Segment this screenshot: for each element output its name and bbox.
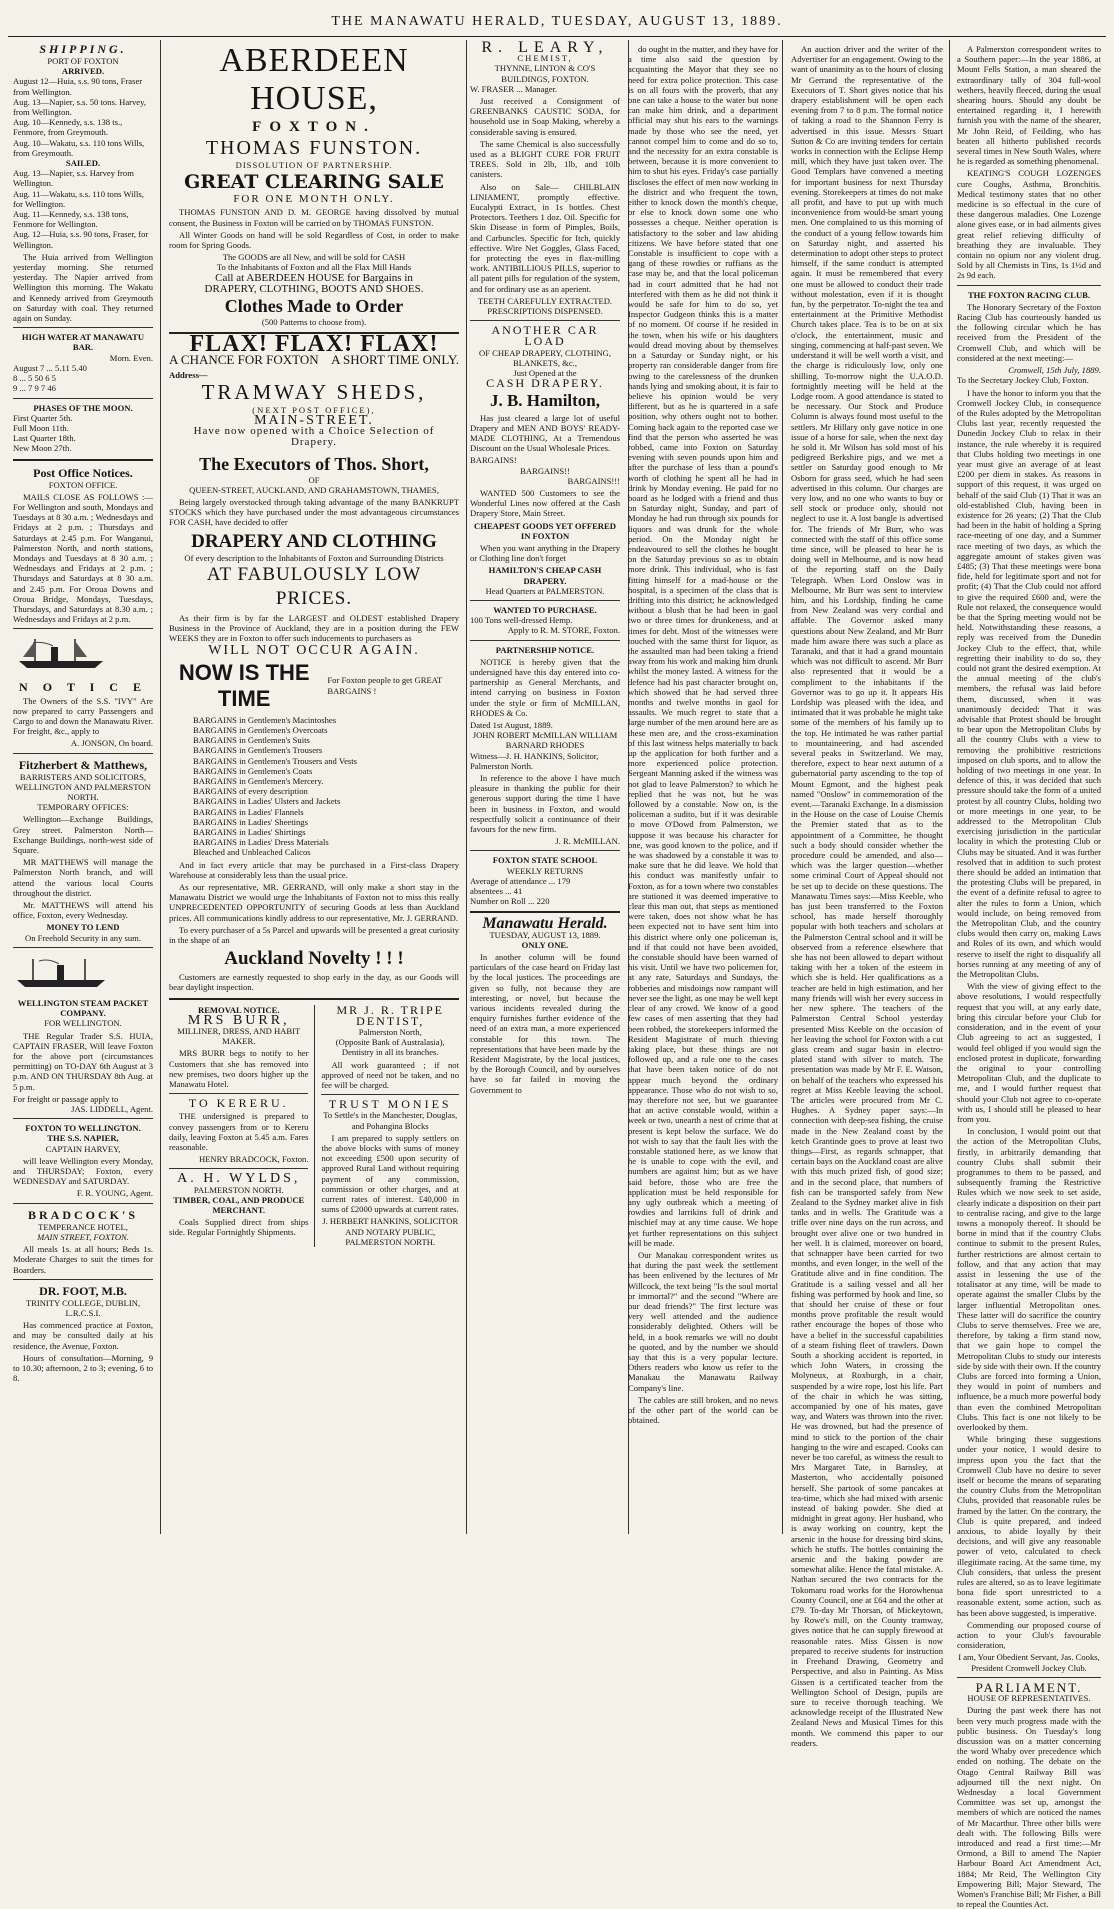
school-row: absentees ... 41 bbox=[470, 886, 523, 897]
trust-text: To Settle's in the Manchester, Douglas, and Pohangina Blocks bbox=[323, 1110, 458, 1131]
burr-heading: MRS BURR, bbox=[187, 1012, 290, 1028]
main-street: MAIN-STREET. bbox=[254, 413, 374, 429]
prices-heading: AT FABULOUSLY LOW PRICES. bbox=[206, 563, 422, 609]
burr-sub: MILLINER, DRESS, AND HABIT MAKER. bbox=[177, 1025, 301, 1047]
novelty-heading: Auckland Novelty ! ! ! bbox=[224, 948, 404, 970]
executors-location: QUEEN-STREET, AUCKLAND, AND GRAHAMSTOWN, THAMES, bbox=[189, 484, 439, 495]
highwater-0: August 7 ... 5.11 5.40 bbox=[13, 362, 87, 373]
racing-to: To the Secretary Jockey Club, Foxton. bbox=[957, 375, 1089, 386]
foot-hours: Hours of consultation—Morning, 9 to 10.30; afternoon, 2 to 3; evening, 6 to 8. bbox=[13, 1352, 153, 1384]
never-again: WILL NOT OCCUR AGAIN. bbox=[208, 643, 420, 659]
wylds-sub: PALMERSTON NORTH. bbox=[193, 1184, 284, 1195]
of-label: OF bbox=[308, 474, 320, 485]
column-shipping bbox=[8, 42, 158, 1532]
prices-p: As their firm is by far the LARGEST and OLDEST established Drapery Business in the Province of Auckland, they are in a position during the FEW WEEKS they are in Foxton to offer such inducements to purchasers as bbox=[169, 612, 459, 644]
wylds-heading: A. H. WYLDS, bbox=[177, 1171, 301, 1187]
shearing-note: A Palmerston correspondent writes to a Southern paper:—In the year 1886, at Mount Fells Station, a man sheared the extraordinary tally of 304 full-wool wethers, heavily fleeced, during the usual shearing hours. Should any doubt be entertained regarding it, I herewith furnish you with the name of the shearer, Mr John Reid, of Feilding, who has beaten all hitherto published records several times in New South Wales, where he is regarded as something phenomenal. bbox=[957, 44, 1101, 167]
fm-temp: TEMPORARY OFFICES: bbox=[37, 802, 129, 813]
moon-0: First Quarter 5th. bbox=[13, 412, 73, 423]
bargains-line-2: BARGAINS!!! bbox=[567, 475, 620, 486]
bargain-line: BARGAINS in Gentlemen's Overcoats bbox=[193, 724, 328, 735]
purchaser-p: To every purchaser of a 5s Parcel and upwards will be presented a great curiosity in the shape of an bbox=[169, 924, 459, 945]
notice-text: The Owners of the S.S. "IVY" Are now prepared to carry Passengers and Cargo to and down the Manawatu River. For freight, &c., apply to bbox=[13, 695, 153, 737]
bargain-line: BARGAINS in Ladies' Sheetings bbox=[193, 816, 308, 827]
column-3b bbox=[628, 42, 778, 1427]
foot-heading: DR. FOOT, M.B. bbox=[39, 1283, 127, 1298]
school-row: Number on Roll ... 220 bbox=[470, 896, 550, 907]
column-editorial bbox=[470, 39, 780, 1532]
bargain-line: BARGAINS in Ladies' Dress Materials bbox=[193, 837, 329, 848]
sailed-1: Aug. 11—Wakatu, s.s. 110 tons Wills, for Wellington. bbox=[13, 188, 144, 209]
wanted-p: WANTED 500 Customers to see the Wonderful Lines now offered at the Cash Drapery Store, Main Street. bbox=[470, 487, 620, 519]
post-sub: FOXTON OFFICE. bbox=[48, 479, 118, 490]
racing-p5: While bringing these suggestions under your notice, I would desire to impress upon you the fact that the Cromwell Club have no desire to sever itself or become the means of separating the country Clubs from the Metropolitan Clubs, provided that reasonable rules be framed by the latter. On the contrary, the Club is quite prepared, and indeed anxious, to abide loyally by their decisions, and will give any reasonable power of veto, calculated to check illegitimate racing. At the same time, my Club considers, that unless the present rules are altered, so as to leave legitimate bona fide sport unrestricted to a reasonable extent, some action, such as has been above suggested, is imperative. bbox=[957, 1434, 1101, 1618]
racing-signature: I am, Your Obedient Servant, Jas. Cooks, President Cromwell Jockey Club. bbox=[958, 1652, 1100, 1673]
short-time-text: A SHORT TIME ONLY. bbox=[331, 352, 459, 368]
trust-p: I am prepared to supply settlers on the above blocks with sums of money not exceeding £500 upon security of approved Rural Land without requiring payment of any commission, commission or other charges, and at current rates of interest. £40,000 in sums of £2000 upwards at current rates. bbox=[321, 1132, 459, 1215]
ftw-signature: F. R. YOUNG, Agent. bbox=[76, 1188, 153, 1199]
removal-heading: REMOVAL NOTICE. bbox=[197, 1004, 280, 1015]
bargain-line: BARGAINS in Gentlemen's Macintoshes bbox=[193, 714, 337, 725]
tripe-opposite: (Opposite Bank of Australasia), bbox=[335, 1037, 445, 1048]
gerrand-p: As our representative, MR. GERRAND, will only make a short stay in the Manawatu District we would urge the Inhabitants of Foxton not to miss this really UNPRECEDENTED OPPORTUNITY of securing Goods at less than Auckland prices. All communications kindly address to our representative, Mr. J. GERRAND. bbox=[169, 881, 459, 923]
steamship-icon bbox=[13, 956, 109, 990]
arrived-3: Aug. 10—Wakatu, s.s. 110 tons Wills, from Greymouth. bbox=[13, 137, 145, 158]
masthead-rule bbox=[8, 36, 1106, 37]
leary-p2: The same Chemical is also successfully used as a BLIGHT CURE FOR FRUIT TREES. Sold in 2lb, 1lb, and 10lb canisters. bbox=[470, 138, 620, 180]
column-divider bbox=[949, 40, 950, 1534]
fm-heading: Fitzherbert & Matthews, bbox=[18, 757, 148, 772]
highwater-heading: HIGH WATER AT MANAWATU BAR. bbox=[21, 332, 145, 353]
wsp-apply: For freight or passage apply to bbox=[13, 1093, 119, 1104]
bargain-line: BARGAINS in Gentlemen's Mercery. bbox=[193, 775, 324, 786]
post-heading: Post Office Notices. bbox=[33, 465, 133, 480]
post-text: MAILS CLOSE AS FOLLOWS :— For Wellington and south, Mondays and Tuesdays at 8 30 a.m. ; Wednesdays and Fridays at 2 p.m. ; Thursdays and Saturdays at 2.45 p.m. For Wanganui, Palmerston North, and north stations, Mondays and Tuesdays at 8 30 a.m. ; Wednesdays and Fridays at 2 p.m. ; Thursdays and Saturdays at 8 30 a.m. and 2.45 p.m. For Oroua Downs and Oroua Bridge, Mondays, Tuesdays, Thursdays, and Saturdays at 8.30 a.m. ; Wednesdays and Fridays at 2 p.m. bbox=[13, 491, 153, 625]
school-heading: FOXTON STATE SCHOOL bbox=[492, 855, 598, 866]
partnership-sig2: J. R. McMILLAN. bbox=[555, 836, 620, 847]
leary-p4: TEETH CAREFULLY EXTRACTED. PRESCRIPTIONS DISPENSED. bbox=[477, 295, 613, 317]
moon-1: Full Moon 11th. bbox=[13, 422, 69, 433]
tripe-text-1: Dentistry in all its branches. bbox=[341, 1047, 439, 1058]
wylds-text: Coals Supplied direct from ships side. Regular Fortnightly Shipments. bbox=[169, 1217, 309, 1238]
cheap-drapery: OF CHEAP DRAPERY, CLOTHING, BLANKETS, &c., bbox=[478, 347, 612, 368]
bargain-line: BARGAINS in Gentlemen's Coats bbox=[193, 765, 313, 776]
chance-text: A CHANCE FOR FOXTON bbox=[169, 352, 319, 368]
fm-sub: BARRISTERS AND SOLICITORS, bbox=[19, 771, 147, 782]
racing-p1: The Honorary Secretary of the Foxton Racing Club has courteously handed us the following circular which he has received from the President of the Cromwell Club, and which will be considered at the next meeting:— bbox=[957, 301, 1101, 363]
aberdeen-sale: GREAT CLEARING SALE bbox=[184, 171, 444, 194]
burr-text: MRS BURR begs to notify to her Customers that she has removed into new premises, two doors higher up the Manawatu Hotel. bbox=[169, 1048, 309, 1089]
bargain-line: BARGAINS in Ladies' Ulsters and Jackets bbox=[193, 796, 341, 807]
now-time-side: For Foxton people to get GREAT BARGAINS ! bbox=[327, 675, 443, 696]
aberdeen-patterns: (500 Patterns to choose from). bbox=[261, 317, 367, 328]
bargains-line-1: BARGAINS!! bbox=[520, 465, 570, 476]
wanted-purchase: WANTED TO PURCHASE. bbox=[493, 604, 597, 615]
shipping-title: SHIPPING. bbox=[39, 42, 127, 56]
aberdeen-clothes: Clothes Made to Order bbox=[224, 296, 404, 317]
column-3a bbox=[470, 39, 620, 1097]
steamship-icon bbox=[13, 637, 109, 671]
leary-manager: W. FRASER ... Manager. bbox=[470, 83, 558, 94]
column-divider bbox=[160, 40, 161, 1534]
foot-sub: TRINITY COLLEGE, DUBLIN, L.R.C.S.I. bbox=[25, 1297, 141, 1318]
head-quarters: Head Quarters at PALMERSTON. bbox=[485, 585, 605, 596]
aberdeen-dissolution: DISSOLUTION OF PARTNERSHIP. bbox=[235, 160, 393, 170]
daylight-p: Customers are earnestly requested to shop early in the day, as our Goods will bear daylight inspection. bbox=[169, 972, 459, 993]
kereru-text: THE undersigned is prepared to convey passengers from or to Kereru daily, leaving Foxton at 5.45 a.m. Fares reasonable. bbox=[169, 1111, 309, 1152]
masthead: THE MANAWATU HERALD, TUESDAY, AUGUST 13, 1889. bbox=[331, 14, 783, 29]
wylds-tag: TIMBER, COAL, AND PRODUCE MERCHANT. bbox=[173, 1194, 305, 1216]
tramway-heading: TRAMWAY SHEDS, bbox=[201, 379, 427, 404]
leary-location: THYNNE, LINTON & CO'S BUILDINGS, FOXTON. bbox=[494, 63, 596, 84]
highwater-1: 8 ... 5 50 6 5 bbox=[13, 373, 56, 384]
leary-sub: CHEMIST, bbox=[517, 53, 573, 64]
racing-date: Cromwell, 15th July, 1889. bbox=[1008, 365, 1101, 376]
bargain-line: BARGAINS in Ladies' Flannels bbox=[193, 806, 304, 817]
bargain-line: BARGAINS in Gentlemen's Trousers and Vests bbox=[193, 755, 357, 766]
racing-p3: With the view of giving effect to the above resolutions, I would respectfully request that you will, at any early date, bring this circular before your Club for consideration, and in the event of your Club agreeing to act as suggested, I would feel obliged if you would sign the enclosed protest in duplicate, forwarding the original to your controlling Metropolitan Club, and the duplicate to me, and I would further request that should your Club not agree to co-operate with us, I should still be pleased to hear from you. bbox=[957, 981, 1101, 1124]
aberdeen-p4: To the Inhabitants of Foxton and all the Flax Mill Hands bbox=[216, 262, 412, 273]
column-divider bbox=[782, 40, 783, 1534]
moon-2: Last Quarter 18th. bbox=[13, 433, 76, 444]
flax-heading: FLAX! FLAX! FLAX! bbox=[189, 331, 439, 358]
sailed-3: Aug. 12—Huia, s.s. 90 tons, Fraser, for Wellington. bbox=[13, 229, 149, 250]
school-row: Average of attendance ... 179 bbox=[470, 875, 571, 886]
aberdeen-month: FOR ONE MONTH ONLY. bbox=[233, 193, 395, 206]
moon-3: New Moon 27th. bbox=[13, 443, 72, 454]
bargain-line: BARGAINS in Gentlemen's Suits bbox=[193, 735, 310, 746]
herald-nameplate: Manawatu Herald. bbox=[482, 915, 608, 933]
leary-p1: Just received a Consignment of GREENBANKS CAUSTIC SODA, for household use in Soap Making, whereby a considerable saving is ensured. bbox=[470, 96, 620, 137]
manakau-note: Our Manakau correspondent writes us that during the past week the settlement has been enlivened by the lectures of Mr Willcock, the text being "Is the soul mortal or immortal?" and the second "Where are our dead friends?" The first lecture was very well attended and the audience considerably delighted. Others will be held, in a book remarks we will no doubt be quoted, and by the number we should say that this is a very popular lecture. Others readers who know us refer to the Manakau the Manawatu Railway Company's line. bbox=[628, 1249, 778, 1393]
racing-p6: Commending our proposed course of action to your Club's favourable consideration, bbox=[957, 1619, 1101, 1651]
editorial-heading: ONLY ONE. bbox=[521, 939, 569, 950]
racing-p2: I have the honor to inform you that the Cromwell Jockey Club, in consequence of the Rules adopted by the Metropolitan Clubs last year, recently requested the Dunedin Jockey Club to relax in their instance, the rule whereby it is required that Clubs holding two meetings in one year must give an average of at least £200 per diem in stakes. As reasons in support of this request, it was urged on behalf of the said Club (1) That it was an old-established Club, having been in existence for 26 years; (2) That the Club had been in the habit of holding a Spring race-meeting of one day, and a Summer race meeting of two days, as which the aggregate amount of stakes given was £485; (3) That these meetings were bona fide, held for legitimate sport and not for profit; (4) That the Club could not afford to give the required £600 and, were the Rule not relaxed, the consequence would be that the Spring meeting would not be held. Notwithstanding these reasons, a reply was received from the Dunedin Jockey Club to the effect, that, while regretting their inability to do so, they could not grant the desired exemption. At the annual meeting of the club's members, the refusal was laid before them, discussed, when it was unanimously decided: That it was advisable that Protest should be brought to bear upon the Metropolitan Clubs by all the country Clubs with a view to removing the prohibitive restrictions imposed on club sports, and to allow the holding of two meetings in one year. In defence of this, it was decided that such pressure should take the form of a united protest by all country Clubs, holding two or more meetings in one year, to be addressed to the Metropolitan Club exercising jurisdiction in the particular locality in which the protesting Club or Clubs may be situated. And it was further resolved that in addition to such protest there should be added an intimation that the protesting Clubs will be prepared, in the event of a definite refusal to agree to alter the rules to form a Union, which would include, on being removed from the Metropolitan Club, and the country clubs would then carry on, making Laws and Rules of its own, and which would reserve to itself the right to disqualify all horses running at any meeting of any of the Metropolitan Clubs. bbox=[957, 387, 1101, 980]
ftw-ship: THE S.S. NAPIER, bbox=[47, 1133, 119, 1144]
apply-rm: Apply to R. M. STORE, Foxton. bbox=[507, 625, 620, 636]
money-heading: MONEY TO LEND bbox=[46, 922, 120, 933]
partnership-signatures: JOHN ROBERT McMILLAN WILLIAM BARNARD RHODES bbox=[472, 730, 618, 751]
brad-sub: TEMPERANCE HOTEL, bbox=[38, 1221, 128, 1232]
ftw-heading: FOXTON TO WELLINGTON. bbox=[25, 1123, 141, 1134]
cheapest-p: When you want anything in the Drapery or Clothing line don't forget bbox=[470, 542, 620, 564]
wsp-heading: WELLINGTON STEAM PACKET COMPANY. bbox=[17, 998, 149, 1019]
hamilton-p1: Has just cleared a large lot of useful Drapery and MEN AND BOYS' READY-MADE CLOTHING, At a Tremendous Discount on the Usual Wholesale Prices. bbox=[470, 412, 620, 454]
parliament-sub: HOUSE OF REPRESENTATIVES. bbox=[967, 1693, 1091, 1704]
arrived-0: August 12—Huia, s.s. 90 tons, Fraser from Wellington. bbox=[13, 76, 143, 97]
highwater-2: 9 ... 7 9 7 46 bbox=[13, 383, 56, 394]
partnership-heading: PARTNERSHIP NOTICE. bbox=[495, 644, 595, 655]
sailed-2: Aug. 11—Kennedy, s.s. 138 tons, Fenmore for Wellington. bbox=[13, 209, 129, 230]
now-time-heading: NOW IS THE TIME bbox=[178, 659, 310, 711]
brad-heading: BRADCOCK'S bbox=[27, 1207, 138, 1222]
ship-note: The Huia arrived from Wellington yesterday morning. She returned yesterday. The Napier arrived from Wellington this morning. The Wakatu and Kennedy arrived from Greymouth on Saturday with coal. They returned again on Sunday. bbox=[13, 251, 153, 324]
wsp-signature: JAS. LIDDELL, Agent. bbox=[71, 1104, 153, 1115]
editorial-body: do ought in the matter, and they have for a time also said the question by acquainting the Mayor that they see no need for extra police protection. This case is on all fours with the proverb, that any one can take a house to the water but none can make him drink, and a department official may shut his ears to the warnings made by those who see the need, yet cannot compel him to come and do so to, and the necessity for an extra constable is between, because it is more convenient to him to shut his eyes. Friday's case partially discloses the effect of men now working in the district and who frequent the town, either to knock down the month's cheque, or else to knock down some one who possesses a cheque. Neither operation is satisfactory to the sober and law abiding citizens. We have before stated that one Constable is insufficient to cope with a gang of these rowdies or ruffians as the case may be, and that the local policeman had in court admitted that he had not interfered with them as he did not think it would be safe for him to do so, yet Inspector Gudgeon thinks this is a matter of no moment. Of course if he resided in the town, when his wife or his daughters would dread moving about by themselves on a Saturday or Sunday night, or his property ran considerable danger from fire owing to the carelessness of the drunken hands lying and smoking about, it is fair to believe his opinion would be very different, but as he is quartered in a safe position, why others ought not to bother. Coming back again to the reported case we find that the person who asserted he was robbed, came into Foxton on Saturday evening with seven pounds upon him and after the purchase of less than a pound's worth of clothing he spent all he had in drink by Monday evening. He paid for no board as he lodged with a friend and thus on Saturday night, Sunday, and part of Monday he had run through six pounds for liquors and was drunk for the whole period. On the Monday night he endeavoured to sell the clothes he bought on the Saturday previous so as to obtain more drink. This individual, who is fast fitting himself for a mad-house or the hospital, is a specimen of the class that is drifting into this district; he acknowledged without a blush that he had been in gaol two or three times for drunkeness, and at times for debt. Most of the witnesses were touched with the same thirst for liquor, as the assaulted man had been taking a friend away from his work and making him drunk whilst the money lasted. A witness for the defence had his past character brought on, which showed that he had served three months and twelve months in gaol for assaults. We much regret to state that a large number of the men around here are as these men are, and the cross-examination of this last witness helps materially to back up the application for both further and a more experienced police protection. Sergeant Manning asked if the witness was not glad to leave Palmerston? to which he replied that he was not, but he was followed by a constable. Now on, is the policeman a sudito, but if it was desirable to move O'Dowd from Palmerston, we suppose it was because his character for one, was good known to the police, and if he was shadowed by a constable it was to make sure that he did leave. We hold that this conduct was manifestly unfair to Foxton, as for a town where two constables are stationed it was deemed imperative to clear this man out, that steps as mentioned were taken, does not show what he has been expected not to have sent him into this district where only one policeman is, and if that could not have been avoided, the constable should have been warned of his visit. Until we have two policemen for, at any rate, Saturdays and Sundays, the robberies and misdoings now rampant will never see the light, as one may be well kept clear of any crowd. We know of a good few cases of men asserting that they had been robbed, the storekeepers informed the Resident Magistrate of much thieving taking place, but these things are not followed up, and a rule one to the cases that have been taken notice of do not appear much beyond the ordinary appearance. Those who do not wish to so, may therefore not see, but we guarantee that an active constable would, within a week or two, unearth a nest of crime that at present is kept below the surface. We do not wish to say that the fault lies with the constable stationed here, as we know that he is unable to cope with the evil, and numbers are against him; but as we have said before, those who are free the application must be held responsible for any ugly outbreak which a meeting of rowdies and larrikins full of drink and mischief may at any time cause. We hope yet further representations on this subject will be made. bbox=[628, 44, 778, 1248]
bargain-line: BARGAINS of every description bbox=[193, 786, 308, 797]
leary-p3: Also on Sale— CHILBLAIN LINIAMENT, promptly effective. Eucalypti Extract, in 1s bottles. Chest Protectors. Teethers 1 doz. Oil. Specific for Skin Disease in form of Pimples, Boils, and Carbuncles. Specific for Itch, quickly effective. Wire Net Goggles, Glass Faced, for protecting the eyes in flax-milling work. ANTIBILLIOUS PILLS, superior to all patent pills for regulation of the system, and for ordinary use as an aperient. bbox=[470, 181, 620, 294]
moon-heading: PHASES OF THE MOON. bbox=[33, 402, 133, 413]
trust-heading: TRUST MONIES bbox=[328, 1097, 452, 1112]
racing-p4: In conclusion, I would point out that the action of the Metropolitan Clubs, firstly, in arbitrarily demanding that country Clubs shall submit their programmes to them to be passed, and subsequently framing the Restrictive Rules which we now seek to set aside, clearly indicate a disposition on their part to centralise racing, and give to the large towns a monopoly thereof. It should be borne in mind that if the country Clubs continue to submit to the present Rules, further restrictions are almost certain to follow, and that any action that may assist in lessening the use of the totalisator at any time, will be made to operate against the smaller Clubs by the larger influential Metropolitan ones. These latter will do sacrifice the country Clubs to serve themselves. Free we are, therefore, by taking a firm stand now, that we gain hope to compel the Metropolitan Clubs to study our interests side by side with their own. If the country Clubs are forced into forming a Union, they would in point of numbers and influence, be a much more powerful body than even the combined Metropolitan Clubs. This fact is one not likely to be overlooked by them. bbox=[957, 1126, 1101, 1433]
executors-heading: The Executors of Thos. Short, bbox=[199, 453, 429, 474]
cash-drapery: CASH DRAPERY. bbox=[486, 376, 604, 391]
address-label: Address— bbox=[169, 369, 208, 380]
hankins-sig: J. HERBERT HANKINS, SOLICITOR AND NOTARY PUBLIC, PALMERSTON NORTH. bbox=[322, 1216, 459, 1247]
aberdeen-p3: The GOODS are all New, and will be sold for CASH bbox=[222, 252, 406, 263]
partnership-p: NOTICE is hereby given that the undersigned have this day entered into co-partnership as General Merchants, and intend carrying on business in Foxton under the style or firm of McMILLAN, RHODES & Co. bbox=[470, 656, 620, 718]
keating-ad: KEATING'S COUGH LOZENGES cure Coughs, Asthma, Bronchitis. Medical testimony states that no other medicine is so effectual in the cure of these dangerous maladies. One Lozenge alone gives ease, or in bad ailments gives great relief relieving difficulty of breathing they are invaluable. They contain no opium nor any violent drug. Sold by all Chemists in Tins, 1s 1½d and 2s 9d each. bbox=[957, 168, 1101, 281]
kereru-heading: TO KERERU. bbox=[188, 1096, 289, 1111]
tripe-sub: DENTIST, bbox=[356, 1013, 425, 1028]
aberdeen-p1: THOMAS FUNSTON AND D. M. GEORGE having dissolved by mutual consent, the Business in Foxton will be carried on by THOMAS FUNSTON. bbox=[169, 207, 459, 228]
fm-note-2: Mr. MATTHEWS will attend his office, Foxton, every Wednesday. bbox=[13, 900, 153, 921]
bargain-line: BARGAINS in Ladies' Shirtings bbox=[193, 826, 306, 837]
editorial-p1: In another column will be found particulars of the case heard on Friday last by the local justices. The proceedings are given so fully, not because they are interesting, or novel, but because the various incidents revealed during the enquiry furnishes further evidence of the need of an extra man, a more experienced constable for this town. The representations that have been made by the Resident Magistrate, by the local justices, by the Borough Council, and by ourselves have so far failed in moving the Government to bbox=[470, 952, 620, 1095]
kereru-signature: HENRY BRADCOCK, Foxton. bbox=[198, 1154, 309, 1165]
partnership-p2: In reference to the above I have much pleasure in thanking the public for their generous support during the time I have been in business in Foxton, and would respectfully solicit a continuance of their favours for the new firm. bbox=[470, 773, 620, 835]
arrived-heading: ARRIVED. bbox=[61, 66, 105, 77]
partnership-dated: Dated 1st August, 1889. bbox=[470, 719, 553, 730]
racing-heading: THE FOXTON RACING CLUB. bbox=[967, 289, 1091, 300]
opened-text: Have now opened with a Choice Selection of Drapery. bbox=[193, 425, 435, 449]
fm-address: Wellington—Exchange Buildings, Grey street. Palmerston North—Exchange Buildings, north-west side of Square. bbox=[13, 814, 153, 855]
brad-text: All meals 1s. at all hours; Beds 1s. Moderate Charges to suit the times for Boarders. bbox=[13, 1244, 153, 1275]
aberdeen-p6: DRAPERY, CLOTHING, BOOTS AND SHOES. bbox=[204, 282, 424, 295]
parliament-heading: PARLIAMENT. bbox=[975, 1679, 1083, 1695]
money-text: On Freehold Security in any sum. bbox=[25, 932, 141, 943]
hamilton-heading: J. B. Hamilton, bbox=[489, 390, 601, 410]
arrived-1: Aug. 13—Napier, s.s. 50 tons. Harvey, from Wellington. bbox=[13, 96, 146, 118]
school-sub: WEEKLY RETURNS bbox=[506, 865, 584, 876]
local-news-body: An auction driver and the writer of the Advertiser for an engagement. Owing to the want of unanimity as to the hours of closing Mr Gerrand the representative of the Executors of T. Short gives notice that his drapery establishment will be open each evening from 7 to 8 p.m. The formal notice of taking a road to the Shannon Ferry is advertised in this issue. Messrs Stuart Sutton & Co are inviting tenders for certain works in connection with the Eclipse Hemp mill, which they have just taken over. The Good Templars have convened a meeting for important business for next Thursday evening. Storekeepers at times do not make all profit, and have to put up with much inconvenience from would-be smart young men. One complained to us this morning of the conduct of a young fellow towards him on Saturday night, and asserted his determination to adopt other steps to protect himself, if the same conduct is attempted again. It must be remembered that every one must be allowed to conduct their trade without molestation, even if it is thought fun, by the perpetrator. To-night the tea and entertainment at the Primitive Methodist Church takes place. Tea is to be on at six o'clock, the entertainment, music and singing, commencing at half-past seven. We understand it will be well worth a visit, and the charge is ridiculously low, only one shilling. To-morrow night the U.A.O.D. fortnightly meeting will be held at the Lodge room. A good attendance is stated to be necessary. Our Stock and Produce Column is always found most useful to the settlers. Mr Hillary only gave notice in one issue of a horse for sale, when the next day he sold it. Mr Wilson has sold most of his pedigreed Berkshire pigs, and we met a settler on Saturday good enough to Mr Osborn for grass seed, which he had seen advertised in this column. Our charges are very low, and no one who wants to buy or sell stock or produce only, should not neglect to use it. A lost bangle is advertised for. The friends of Mr Burr, who was connected with the staff of this office some time since, will be pleased to hear he is doing well in Melbourne, and is now head of the reporting staff on the Daily Telegraph. When Lord Onslow was in Melbourne, Mr Burr was sent to interview him, and his Lordship, finding he came from New Zealand was very cordial and affable. The Governor asked many questions about New Zealand, and Mr Burr made him aware there was such a place as Taranaki, and that it had a grand mountain which was not difficult to ascend. Mr Burr also represented that it would be a compliment to the inhabitants if the Governor was to go up it. It appears His Lordship was pleased with the idea, and intimated that it was probable he might take some of the members of his family up to the top. He intimated he was rather partial to mountaineering, and had ascended several peaks in Switzerland. We may, therefore, expect to hear next autumn of a gubernatorial party ascending to the top of Mount Egmont, and the highest peak named "Onslow" in commemoration of the event.—Taranaki Exchange. In a dismission in the House on the case of Louise Chemis the Premier stated that as to the appointment of a Committee, he thought such a body should consider whether the procedure could be amended, and also—which was the larger question—whether some criminal Court of Appeal should not be set up to decide on these questions. The Manawatu Times says:—Miss Keeble, who has just been transferred to the Foxton school, has made herself thoroughly popular with both teachers and scholars at the Palmerston Central school and it will be observed from a reference elsewhere that she has not been allowed to depart without taking with her a token of the esteem in which she is held. Her qualifications as a teacher are held in high estimation, and her many friends will wish her every success in her new sphere. The teachers of the Palmerston Central School yesterday presented Miss Keeble on the occasion of her leaving the school for Foxton with a cut glass cream and sugar basin in electro-plated stand with silver to match. The presentation was made by Mr F. E. Watson, on behalf of the teachers who expressed his regret at Miss Keeble leaving the school. The articles were procured from Mr C. Hughes. A Sydney paper says:—In connection with deep-sea fishing, the cruise made in the New Zealand coast by the ketch Grantinde goes to prove at least two things—First, as regards schnapper, that certain bays on the Auckland coast are alive with this much prized fish, of good size; and in the second place, that numbers of fish can be transported safely from New Zealand to the Sydney market alive in fish tanks and in wells. The Gratitude was a trifle over nine days on the run across, and brought over alive one or two hundred in her well. It is claimed, moreover on board, that schnapper have been carried for two months, and even longer, in the well of the Gratitude alive and in fine condition. The Gratitude is a sailing vessel and all her fishing was performed by hook and line, so that should her cruise of these or four months prove profitable the result would rather encourage the hopes of those who have a belief in the successful capabilities of a steam fishing fleet of trawlers. Down South a shocking accident is reported, in which John Waters, in crossing the Molyneux, at Roxburgh, in a chair, suspended by a wire rope, lost his life. Part of the chair in which he was sitting, accompanied by one of his mates, gave way, and Waters was thrown into the river. He was drowned, but had the presence of mind to stick to the portion of the chair hanging to the wire and escaped. Cooks can never be too careful, as witness the result to Mrs Margaret Tate, in Barnsley, at Masterton, who accidentally poisoned herself. She partook of some pancakes at tea-time, which she had mixed with arsenic instead of baking powder. She died at midnight in great agony. Her husband, who is away working on country, kept the arsenic in the house for dressing bird skins, which he stuffs. The bottles containing the arsenic and the baking powder are somewhat alike. Hence the fatal mistake. A. Nathan secured the two contracts for the Tokomaru road works for the Horowhenua County Council, one at £64 and the other at £79. To-day Mr Thorsan, of Mickeytown, by Rowe's mill, on the County tramway, gives notice that he can supply firewood at reasonable rates. Miss Gissen is now prepared to receive students for instruction in Freehand Drawing, Geometry and Perspective, and also in Painting. As Miss Gissen is a certificated teacher from the Wellington School of Design, pupils are sure to receive thorough teaching. We acknowledge receipt of the Illustrated New Zealand News and Musical Times for this month. We commend this paper to our readers. bbox=[791, 44, 943, 1748]
bargain-line: Bleached and Unbleached Calicos bbox=[193, 847, 311, 858]
foot-text: Has commenced practice at Foxton, and may be consulted daily at his residence, the Avenue, Foxton. bbox=[13, 1320, 153, 1351]
next-po: (NEXT POST OFFICE), bbox=[252, 404, 376, 415]
ham-cash: HAMILTON'S CHEAP CASH DRAPERY. bbox=[488, 565, 602, 586]
fm-location: WELLINGTON AND PALMERSTON NORTH. bbox=[15, 781, 151, 802]
ftw-captain: CAPTAIN HARVEY, bbox=[45, 1143, 121, 1154]
aberdeen-p5: Call at ABERDEEN HOUSE for Bargains in bbox=[215, 271, 413, 284]
drapery-heading: DRAPERY AND CLOTHING bbox=[191, 530, 437, 552]
notice-signature: A. JONSON, On board. bbox=[70, 738, 153, 749]
aberdeen-p2: All Winter Goods on hand will be sold Regardless of Cost, in order to make room for Spring Goods. bbox=[169, 229, 459, 251]
tripe-heading: MR J. R. TRIPE bbox=[336, 1002, 444, 1017]
bargains-line-0: BARGAINS! bbox=[470, 455, 517, 466]
arrived-2: Aug. 10—Kennedy, s.s. 138 ts., Fenmore, from Greymouth. bbox=[13, 117, 123, 138]
sailed-0: Aug. 13—Napier, s.s. Harvey from Wellington. bbox=[13, 168, 134, 189]
cheapest-heading: CHEAPEST GOODS YET OFFERED IN FOXTON bbox=[474, 520, 616, 541]
sailed-heading: SAILED. bbox=[65, 158, 101, 169]
bargain-line: BARGAINS in Gentlemen's Trousers bbox=[193, 745, 323, 756]
wsp-for: FOR WELLINGTON. bbox=[44, 1018, 122, 1029]
every-description: Of every description to the Inhabitants of Foxton and Surrounding Districts bbox=[184, 552, 444, 563]
brad-location: MAIN STREET, FOXTON. bbox=[37, 1231, 129, 1242]
fm-note: MR MATTHEWS will manage the Palmerston North branch, and will attend the various local Courts throughout the district. bbox=[13, 857, 153, 898]
notice-heading: N O T I C E bbox=[19, 679, 147, 694]
executors-p: Being largely overstocked through taking advantage of the many BANKRUPT STOCKS which they have purchased under the most advantageous circumstances FOR CASH, have decided to offer bbox=[169, 497, 459, 528]
every-article: And in fact every article that may be purchased in a First-class Drapery Warehouse at considerably less than the usual price. bbox=[169, 859, 459, 880]
herald-date: TUESDAY, AUGUST 13, 1889. bbox=[489, 929, 601, 940]
column-advertisements bbox=[164, 42, 464, 1532]
tripe-location: Palmerston North, bbox=[358, 1026, 422, 1037]
parliament-p: During the past week there has not been very much progress made with the public business. On Tuesday's long discussion was on a matter concerning the word Whaby over precedence which ended on nothing. The debate on the Otago Central Railway Bill was adjourned till the next night. On Wednesday a local Government Committee was set up, amongst the members of which are noticed the names of Mr Macarthur. Three other bills were dealt with. The following Bills were introduced and read a first time:—Mr Ormond, a Bill to amend The Napier Harbour Board Act Amendment Act, 1884; Mr Reid, The Wellington City Empowering Bill; Major Steward, The Women's Franchise Bill; Mr Fisher, a Bill to repeal the Counties Act. bbox=[957, 1705, 1101, 1909]
column-local-news bbox=[786, 42, 948, 1748]
aberdeen-title: ABERDEEN HOUSE, bbox=[219, 42, 409, 117]
hemp-line: 100 Tons well-dressed Hemp. bbox=[470, 615, 573, 626]
opened-at: Just Opened at the bbox=[513, 368, 577, 379]
highwater-cols: Morn. Even. bbox=[109, 352, 153, 363]
leary-heading: R. LEARY, bbox=[481, 39, 609, 56]
column-racing-parliament bbox=[952, 42, 1106, 1909]
another-heading: ANOTHER CAR LOAD bbox=[491, 323, 599, 349]
tripe-text-2: All work guaranteed ; if not approved of need not be taken, and no fee will be charged. bbox=[321, 1059, 459, 1090]
aberdeen-name: THOMAS FUNSTON. bbox=[205, 137, 423, 159]
column-divider bbox=[466, 40, 467, 1534]
ftw-text: will leave Wellington every Monday, and THURSDAY; Foxton, every WEDNESDAY and SATURDAY. bbox=[13, 1155, 153, 1187]
port-label: PORT OF FOXTON bbox=[47, 56, 119, 66]
wsp-text: THE Regular Trader S.S. HUIA, CAPTAIN FRASER, Will leave Foxton for the above port (circumstances permitting) on TO-DAY 6th August at 3 p.m. AND ON THURSDAY 8th Aug. at 5 p.m. bbox=[13, 1030, 153, 1092]
partnership-witness: Witness—J. H. HANKINS, Solicitor, Palmerston North. bbox=[470, 750, 599, 771]
aberdeen-town: FOXTON. bbox=[252, 119, 376, 135]
cables-note: The cables are still broken, and no news of the other part of the world can be obtained. bbox=[628, 1394, 778, 1426]
